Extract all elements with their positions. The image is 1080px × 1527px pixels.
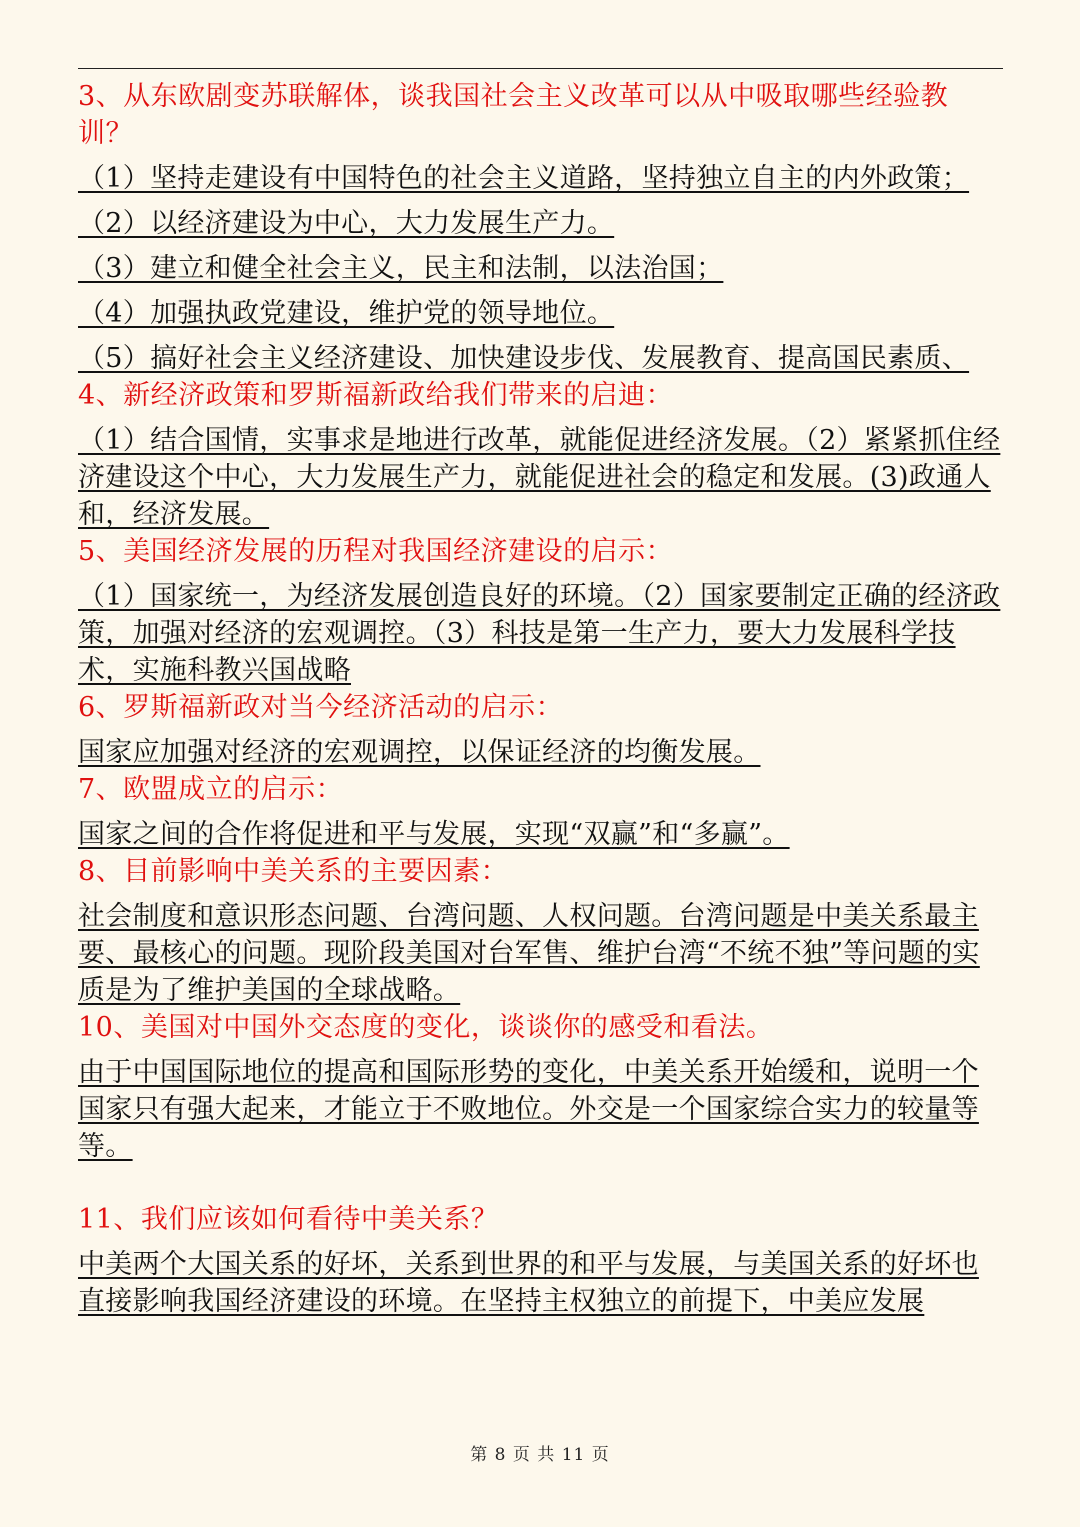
answer-text: 社会制度和意识形态问题、台湾问题、人权问题。台湾问题是中美关系最主要、最核心的问题。现阶段美国对台军售、维护台湾“不统不独”等问题的实质是为了维护美国的全球战略。 — [78, 901, 980, 1006]
question-7: 7、欧盟成立的启示： — [78, 774, 344, 805]
question-8: 8、目前影响中美关系的主要因素： — [78, 856, 509, 887]
answer-3-3 — [78, 250, 1003, 287]
answer-text: （1）坚持走建设有中国特色的社会主义道路，坚持独立自主的内外政策； — [78, 163, 970, 194]
answer-text: （2）以经济建设为中心，大力发展生产力。 — [78, 208, 615, 239]
answer-3-2 — [78, 205, 1003, 242]
answer-text: 中美两个大国关系的好坏，关系到世界的和平与发展，与美国关系的好坏也直接影响我国经济建设的环境。在坚持主权独立的前提下，中美应发展 — [78, 1249, 979, 1317]
question-3: 3、从东欧剧变苏联解体，谈我国社会主义改革可以从中吸取哪些经验教训？ — [78, 81, 949, 149]
answer-text: 国家之间的合作将促进和平与发展，实现“双赢”和“多赢”。 — [78, 819, 790, 850]
answer-3-1 — [78, 160, 1003, 197]
answer-7 — [78, 816, 1003, 853]
question-11: 11、我们应该如何看待中美关系？ — [78, 1204, 499, 1235]
answer-text: 国家应加强对经济的宏观调控，以保证经济的均衡发展。 — [78, 737, 761, 768]
content-area — [78, 78, 1003, 1320]
answer-text: （3）建立和健全社会主义，民主和法制，以法治国； — [78, 253, 724, 284]
answer-3-5 — [78, 340, 1003, 377]
answer-8 — [78, 898, 1003, 1009]
answer-4 — [78, 422, 1003, 533]
document-page — [78, 0, 1003, 1527]
answer-text: （1）国家统一，为经济发展创造良好的环境。（2）国家要制定正确的经济政策，加强对经济的宏观调控。（3）科技是第一生产力，要大力发展科学技术，实施科教兴国战略 — [78, 581, 1001, 686]
answer-5 — [78, 578, 1003, 689]
question-10: 10、美国对中国外交态度的变化，谈谈你的感受和看法。 — [78, 1012, 774, 1043]
answer-10 — [78, 1054, 1003, 1165]
question-6: 6、罗斯福新政对当今经济活动的启示： — [78, 692, 564, 723]
answer-3-4 — [78, 295, 1003, 332]
answer-6 — [78, 734, 1003, 771]
question-4: 4、新经济政策和罗斯福新政给我们带来的启迪： — [78, 380, 674, 411]
answer-text: （1）结合国情，实事求是地进行改革，就能促进经济发展。（2）紧紧抓住经济建设这个中心，大力发展生产力，就能促进社会的稳定和发展。(3)政通人和，经济发展。 — [78, 425, 1001, 530]
answer-text: （4）加强执政党建设，维护党的领导地位。 — [78, 298, 615, 329]
answer-text: 由于中国国际地位的提高和国际形势的变化，中美关系开始缓和，说明一个国家只有强大起来，才能立于不败地位。外交是一个国家综合实力的较量等等。 — [78, 1057, 979, 1162]
page-number-footer: 第 8 页 共 11 页 — [470, 1445, 610, 1465]
question-5: 5、美国经济发展的历程对我国经济建设的启示： — [78, 536, 674, 567]
answer-text: （5）搞好社会主义经济建设、加快建设步伐、发展教育、提高国民素质、 — [78, 343, 970, 374]
answer-11 — [78, 1246, 1003, 1320]
spacer — [78, 1165, 1003, 1201]
header-rule — [78, 68, 1003, 69]
